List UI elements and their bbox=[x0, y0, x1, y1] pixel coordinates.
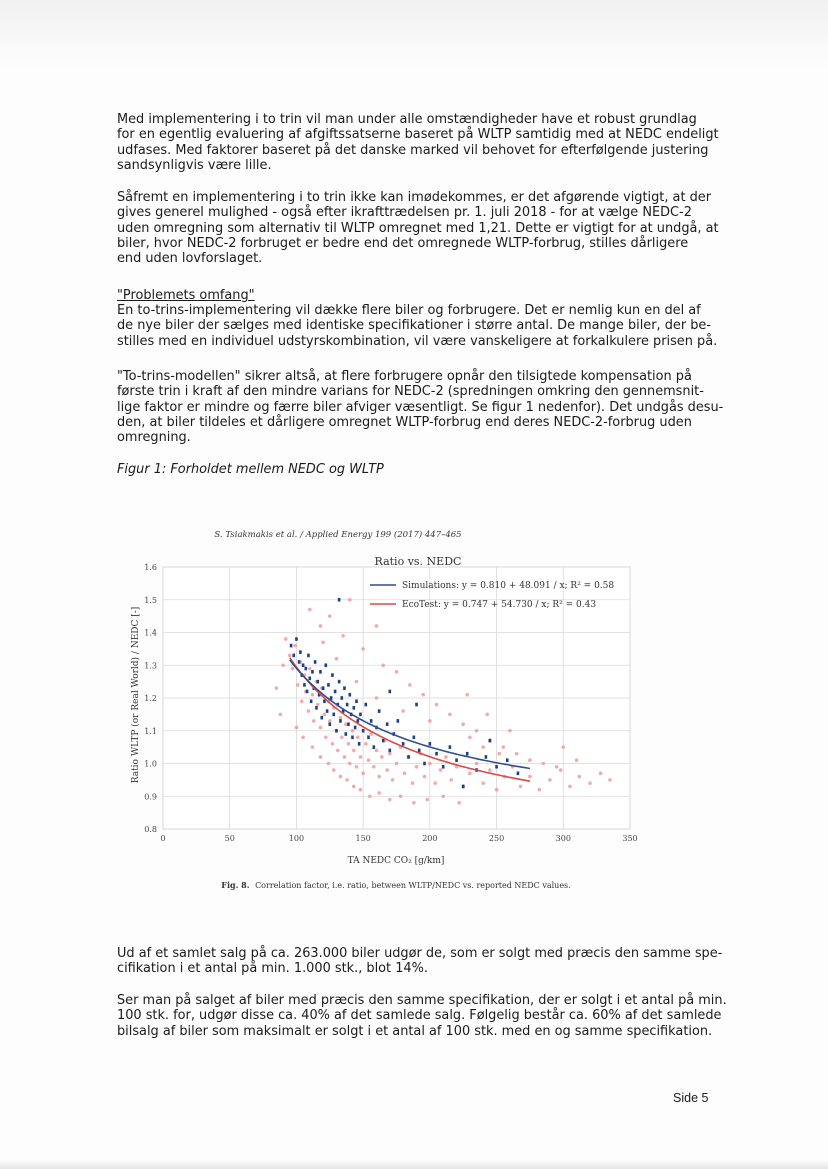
text-line: Såfremt en implementering i to trin ikke kan imødekommes, er det afgørende vigtigt, at der bbox=[117, 190, 712, 205]
ecotest-point bbox=[328, 614, 332, 618]
y-axis-label: Ratio WLTP (or Real World) / NEDC [-] bbox=[131, 606, 141, 784]
x-tick-label: 150 bbox=[355, 834, 371, 843]
simulation-point bbox=[326, 709, 329, 713]
ecotest-point bbox=[449, 778, 453, 782]
ecotest-point bbox=[468, 736, 472, 740]
ecotest-point bbox=[381, 663, 385, 667]
simulation-point bbox=[389, 749, 392, 753]
simulation-point bbox=[351, 736, 354, 740]
simulation-point bbox=[331, 673, 334, 677]
ecotest-point bbox=[275, 686, 279, 690]
simulation-point bbox=[311, 670, 314, 674]
ecotest-point bbox=[301, 736, 305, 740]
ecotest-point bbox=[341, 634, 345, 638]
simulation-point bbox=[462, 785, 465, 789]
ecotest-point bbox=[331, 742, 335, 746]
ecotest-point bbox=[375, 624, 379, 628]
ecotest-point bbox=[577, 775, 581, 779]
simulation-point bbox=[327, 683, 330, 687]
ecotest-point bbox=[335, 657, 339, 661]
ecotest-point bbox=[377, 775, 381, 779]
ecotest-point bbox=[307, 709, 311, 713]
x-tick-label: 200 bbox=[422, 834, 438, 843]
simulation-point bbox=[298, 660, 301, 664]
ecotest-point bbox=[368, 794, 372, 798]
simulation-point bbox=[335, 729, 338, 733]
simulation-point bbox=[307, 654, 310, 658]
ecotest-point bbox=[308, 667, 312, 671]
simulation-point bbox=[340, 696, 343, 700]
ecotest-point bbox=[291, 667, 295, 671]
simulation-point bbox=[334, 690, 337, 694]
text-line: lige faktor er mindre og færre biler afviger væsentligt. Se figur 1 nedenfor). Det undgås desu- bbox=[117, 399, 724, 415]
simulation-point bbox=[506, 758, 509, 762]
ecotest-point bbox=[428, 719, 432, 723]
y-tick-label: 1.0 bbox=[144, 759, 157, 769]
ecotest-point bbox=[344, 722, 348, 726]
text-line: stilles med en individuel udstyrskombination, vil være vanskeligere at forkalkulere prisen på. bbox=[117, 333, 718, 349]
text-line: 100 stk. for, udgør disse ca. 40% af det samlede salg. Følgelig består ca. 60% af det samlede bbox=[117, 1008, 722, 1024]
ecotest-point bbox=[495, 788, 499, 792]
ecotest-point bbox=[281, 663, 285, 667]
simulation-point bbox=[339, 719, 342, 723]
ecotest-point bbox=[319, 624, 323, 628]
simulation-point bbox=[370, 719, 373, 723]
paragraph-intro bbox=[117, 112, 719, 173]
ecotest-point bbox=[296, 683, 300, 687]
y-tick-label: 0.8 bbox=[144, 825, 157, 834]
figure-source-caption bbox=[221, 880, 570, 890]
ecotest-point bbox=[599, 772, 603, 776]
simulation-point bbox=[322, 686, 325, 690]
ecotest-point bbox=[375, 696, 379, 700]
ecotest-point bbox=[519, 785, 523, 789]
simulation-point bbox=[320, 716, 323, 720]
simulation-point bbox=[415, 703, 418, 707]
ecotest-point bbox=[433, 781, 437, 785]
simulation-point bbox=[397, 719, 400, 723]
ecotest-point bbox=[468, 772, 472, 776]
figure-caption-label: Fig. 8. bbox=[221, 880, 250, 890]
x-tick-label: 50 bbox=[224, 834, 235, 843]
simulation-point bbox=[292, 654, 295, 658]
ecotest-point bbox=[351, 729, 355, 733]
text-line: omregning. bbox=[117, 430, 191, 446]
ecotest-point bbox=[340, 736, 344, 740]
ecotest-point bbox=[311, 745, 315, 749]
paragraph-scope bbox=[117, 303, 718, 349]
x-tick-label: 250 bbox=[488, 834, 505, 843]
simulation-point bbox=[353, 706, 356, 710]
x-tick-labels bbox=[160, 834, 637, 843]
simulation-point bbox=[429, 742, 432, 746]
scan-bottom-edge bbox=[0, 1160, 828, 1169]
simulation-point bbox=[324, 663, 327, 667]
ecotest-point bbox=[356, 736, 360, 740]
ecotest-point bbox=[316, 703, 320, 707]
simulation-point bbox=[319, 670, 322, 674]
ecotest-point bbox=[528, 775, 532, 779]
ecotest-point bbox=[339, 775, 343, 779]
text-line: "To-trins-modellen" sikrer altså, at flere forbrugere opnår den tilsigtede kompensation på bbox=[117, 369, 692, 384]
ecotest-point bbox=[352, 785, 356, 789]
ecotest-point bbox=[347, 742, 351, 746]
ecotest-point bbox=[421, 693, 425, 697]
y-tick-label: 1.2 bbox=[144, 694, 157, 703]
chart-svg bbox=[100, 495, 660, 895]
scan-top-shade bbox=[0, 0, 828, 70]
text-line: cifikation i et antal på min. 1.000 stk., blot 14%. bbox=[117, 961, 428, 977]
ecotest-point bbox=[457, 801, 461, 805]
ecotest-point bbox=[465, 693, 469, 697]
simulation-point bbox=[373, 745, 376, 749]
paragraph-model bbox=[117, 369, 724, 446]
ecotest-point bbox=[300, 699, 304, 703]
ecotest-point bbox=[548, 778, 552, 782]
page-number: Side 5 bbox=[673, 1091, 709, 1105]
ecotest-point bbox=[339, 716, 343, 720]
text-line: udfases. Med faktorer baseret på det danske marked vil behovet for efterfølgende justering bbox=[117, 142, 709, 158]
ecotest-point bbox=[355, 680, 359, 684]
ecotest-point bbox=[388, 798, 392, 802]
ecotest-point bbox=[475, 729, 479, 733]
ecotest-point bbox=[372, 765, 376, 769]
ecotest-point bbox=[415, 765, 419, 769]
y-tick-label: 0.9 bbox=[144, 792, 157, 802]
simulation-point bbox=[343, 686, 346, 690]
simulation-point bbox=[314, 660, 317, 664]
simulation-point bbox=[495, 765, 498, 769]
simulation-point bbox=[304, 667, 307, 671]
figure-scatter-plot bbox=[100, 495, 660, 895]
simulation-point bbox=[358, 742, 361, 746]
x-tick-label: 350 bbox=[622, 834, 638, 843]
ecotest-point bbox=[408, 683, 412, 687]
simulation-point bbox=[386, 722, 389, 726]
ecotest-point bbox=[425, 798, 429, 802]
ecotest-point bbox=[385, 768, 389, 772]
text-line: uden omregning som alternativ til WLTP omregnet med 1,21. Dette er vigtigt for at undgå, at bbox=[117, 220, 719, 236]
ecotest-point bbox=[319, 755, 323, 759]
ecotest-point bbox=[485, 713, 489, 717]
y-tick-labels bbox=[144, 563, 157, 834]
ecotest-point bbox=[481, 781, 485, 785]
chart-title: Ratio vs. NEDC bbox=[374, 555, 462, 568]
ecotest-point bbox=[312, 719, 316, 723]
ecotest-point bbox=[345, 778, 349, 782]
y-tick-label: 1.5 bbox=[144, 595, 157, 605]
ecotest-point bbox=[359, 755, 363, 759]
ecotest-point bbox=[448, 713, 452, 717]
simulation-point bbox=[367, 736, 370, 740]
y-tick-label: 1.4 bbox=[144, 628, 157, 638]
simulation-point bbox=[349, 693, 352, 697]
text-line: sandsynligvis være lille. bbox=[117, 157, 272, 173]
x-tick-label: 0 bbox=[160, 834, 166, 843]
paragraph-two-step bbox=[117, 190, 719, 267]
simulation-point bbox=[308, 677, 311, 681]
simulation-point bbox=[315, 706, 318, 710]
ecotest-point bbox=[508, 729, 512, 733]
y-tick-label: 1.3 bbox=[144, 661, 157, 671]
ecotest-point bbox=[391, 778, 395, 782]
simulation-point bbox=[344, 732, 347, 736]
ecotest-point bbox=[588, 781, 592, 785]
ecotest-point bbox=[352, 749, 356, 753]
x-tick-label: 300 bbox=[555, 834, 571, 843]
text-line: end uden lovforslaget. bbox=[117, 251, 263, 267]
ecotest-point bbox=[541, 762, 545, 766]
simulation-point bbox=[442, 765, 445, 769]
text-line: første trin i kraft af den mindre varians for NEDC-2 (spredningen omkring den gennemsnit- bbox=[117, 384, 704, 400]
ecotest-point bbox=[367, 758, 371, 762]
simulation-point bbox=[338, 680, 341, 684]
ecotest-point bbox=[380, 755, 384, 759]
ecotest-point bbox=[361, 772, 365, 776]
simulation-point bbox=[306, 690, 309, 694]
ecotest-point bbox=[561, 745, 565, 749]
ecotest-point bbox=[435, 703, 439, 707]
ecotest-point bbox=[332, 768, 336, 772]
ecotest-point bbox=[528, 758, 532, 762]
ecotest-point bbox=[399, 794, 403, 798]
ecotest-point bbox=[441, 794, 445, 798]
text-line: biler, hvor NEDC-2 forbruget er bedre end det omregnede WLTP-forbrug, stilles dårligere bbox=[117, 235, 689, 251]
ecotest-point bbox=[328, 719, 332, 723]
ecotest-point bbox=[568, 785, 572, 789]
y-tick-label: 1.6 bbox=[144, 563, 157, 572]
ecotest-point bbox=[411, 781, 415, 785]
ecotest-point bbox=[428, 762, 432, 766]
text-line: de nye biler der sælges med identiske specifikationer i større antal. De mange biler, der be- bbox=[117, 318, 711, 334]
ecotest-point bbox=[401, 709, 405, 713]
figure-citation: S. Tsiakmakis et al. / Applied Energy 199 (2017) 447–465 bbox=[214, 530, 462, 540]
simulation-point bbox=[295, 637, 298, 641]
ecotest-point bbox=[395, 670, 399, 674]
ecotest-point bbox=[308, 608, 312, 612]
ecotest-point bbox=[361, 647, 365, 651]
simulation-point bbox=[290, 644, 293, 648]
ecotest-point bbox=[497, 752, 501, 756]
paragraph-specification bbox=[117, 993, 727, 1039]
ecotest-point bbox=[284, 637, 288, 641]
ecotest-point bbox=[444, 755, 448, 759]
simulation-point bbox=[347, 722, 350, 726]
simulation-point bbox=[365, 703, 368, 707]
simulation-point bbox=[418, 749, 421, 753]
simulation-point bbox=[354, 726, 357, 730]
y-tick-label: 1.1 bbox=[144, 726, 157, 736]
ecotest-point bbox=[481, 745, 485, 749]
ecotest-point bbox=[439, 768, 443, 772]
ecotest-point bbox=[395, 762, 399, 766]
ecotest-point bbox=[461, 722, 465, 726]
simulation-point bbox=[466, 752, 469, 756]
simulation-point bbox=[517, 772, 520, 776]
ecotest-point bbox=[288, 654, 292, 658]
ecotest-point bbox=[515, 752, 519, 756]
simulation-point bbox=[362, 729, 365, 733]
paragraph-sales bbox=[117, 946, 723, 977]
figure-caption: Figur 1: Forholdet mellem NEDC og WLTP bbox=[117, 462, 384, 477]
ecotest-point bbox=[324, 736, 328, 740]
text-line: Med implementering i to trin vil man under alle omstændigheder have et robust grundlag bbox=[117, 112, 697, 127]
ecotest-point bbox=[555, 765, 559, 769]
ecotest-point bbox=[355, 765, 359, 769]
ecotest-point bbox=[559, 768, 563, 772]
simulation-point bbox=[316, 680, 319, 684]
ecotest-point bbox=[359, 788, 363, 792]
simulation-point bbox=[355, 699, 358, 703]
section-heading: "Problemets omfang" bbox=[117, 288, 255, 303]
x-axis-label: TA NEDC CO₂ [g/km] bbox=[347, 856, 445, 866]
simulation-point bbox=[402, 742, 405, 746]
ecotest-point bbox=[336, 749, 340, 753]
simulation-point bbox=[485, 755, 488, 759]
simulation-point bbox=[449, 745, 452, 749]
legend-label-ecotest: EcoTest: y = 0.747 + 54.730 / x; R² = 0.43 bbox=[402, 600, 597, 610]
simulation-point bbox=[407, 755, 410, 759]
simulation-point bbox=[299, 650, 302, 654]
ecotest-point bbox=[403, 772, 407, 776]
figure-caption-text: Correlation factor, i.e. ratio, between WLTP/NEDC vs. reported NEDC values. bbox=[255, 881, 571, 890]
simulation-point bbox=[346, 703, 349, 707]
simulation-point bbox=[359, 713, 362, 717]
text-line: En to-trins-implementering vil dække flere biler og forbrugere. Det er nemlig kun en del af bbox=[117, 303, 701, 318]
text-line: gives generel mulighed - også efter ikrafttrædelsen pr. 1. juli 2018 - for at vælge NEDC-2 bbox=[117, 205, 692, 221]
text-line: Ser man på salget af biler med præcis den samme specifikation, der er solgt i et antal på min. bbox=[117, 993, 727, 1008]
ecotest-point bbox=[323, 713, 327, 717]
simulation-point bbox=[328, 722, 331, 726]
x-tick-label: 100 bbox=[288, 834, 305, 843]
ecotest-point bbox=[293, 644, 297, 648]
simulation-point bbox=[303, 683, 306, 687]
simulation-point bbox=[435, 752, 438, 756]
ecotest-point bbox=[501, 745, 505, 749]
text-line: Ud af et samlet salg på ca. 263.000 biler udgør de, som er solgt med præcis den samme spe- bbox=[117, 946, 723, 961]
simulation-point bbox=[332, 713, 335, 717]
ecotest-point bbox=[311, 693, 315, 697]
ecotest-point bbox=[319, 726, 323, 730]
ecotest-point bbox=[279, 713, 283, 717]
ecotest-point bbox=[295, 726, 299, 730]
ecotest-point bbox=[423, 775, 427, 779]
ecotest-point bbox=[375, 749, 379, 753]
simulation-point bbox=[423, 762, 426, 766]
ecotest-point bbox=[327, 762, 331, 766]
text-line: den, at biler tildeles et dårligere omregnet WLTP-forbrug end deres NEDC-2-forbrug uden bbox=[117, 414, 692, 430]
ecotest-point bbox=[412, 801, 416, 805]
ecotest-point bbox=[475, 762, 479, 766]
ecotest-point bbox=[575, 758, 579, 762]
ecotest-point bbox=[388, 752, 392, 756]
simulation-point bbox=[455, 758, 458, 762]
simulation-point bbox=[489, 739, 492, 743]
text-line: bilsalg af biler som maksimalt er solgt i et antal af 100 stk. med en og samme specifikation. bbox=[117, 1023, 713, 1039]
ecotest-point bbox=[343, 755, 347, 759]
ecotest-point bbox=[608, 778, 612, 782]
simulation-point bbox=[382, 739, 385, 743]
simulation-point bbox=[378, 709, 381, 713]
simulation-point bbox=[338, 598, 341, 602]
simulation-point bbox=[413, 736, 416, 740]
ecotest-point bbox=[377, 791, 381, 795]
legend-label-simulations: Simulations: y = 0.810 + 48.091 / x; R² = 0.58 bbox=[402, 581, 615, 591]
simulation-point bbox=[310, 699, 313, 703]
ecotest-point bbox=[537, 788, 541, 792]
simulation-point bbox=[389, 690, 392, 694]
ecotest-point bbox=[321, 641, 325, 645]
ecotest-point bbox=[364, 742, 368, 746]
ecotest-point bbox=[348, 762, 352, 766]
text-line: for en egentlig evaluering af afgiftssatserne baseret på WLTP samtidig med at NEDC endeligt bbox=[117, 127, 719, 143]
ecotest-point bbox=[348, 598, 352, 602]
simulation-point bbox=[302, 663, 305, 667]
ecotest-point bbox=[488, 768, 492, 772]
